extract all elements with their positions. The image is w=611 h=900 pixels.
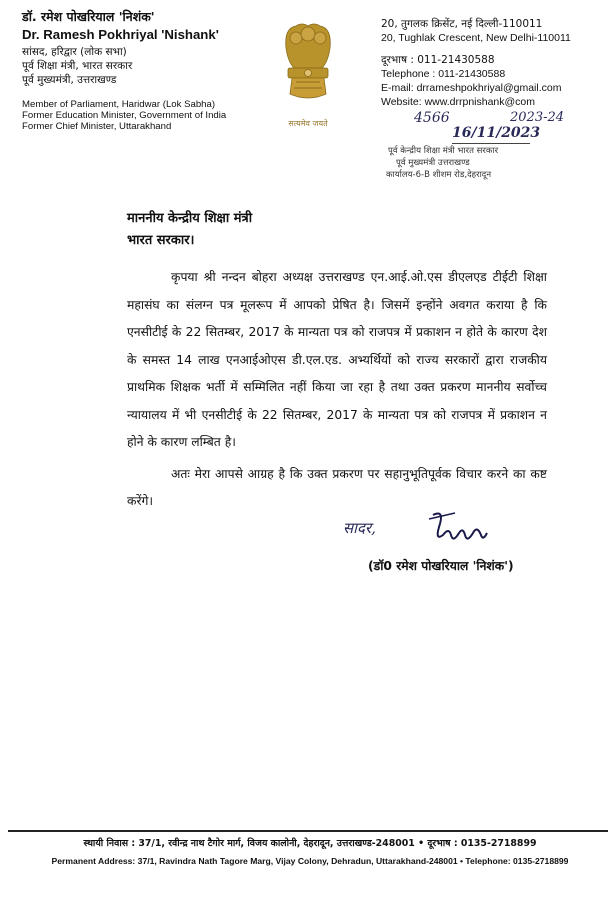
role-english-3: Former Chief Minister, Uttarakhand <box>22 121 172 132</box>
letterhead-right <box>381 17 606 109</box>
phone-hindi: दूरभाष : 011-21430588 <box>381 54 495 66</box>
footer-address-english: Permanent Address: 37/1, Ravindra Nath Tagore Marg, Vijay Colony, Dehradun, Uttarakhand-248001 • Telephone: 0135-2718899 <box>51 856 569 866</box>
reference-year: 2023-24 <box>510 110 565 125</box>
reference-number: 4566 <box>414 110 450 126</box>
lion-capital-icon <box>272 18 344 118</box>
email-text: E-mail: drrameshpokhriyal@gmail.com <box>381 82 562 94</box>
stamp-line-3: कार्यालय-6-B शीशम रोड,देहरादून <box>386 170 492 180</box>
addressee <box>127 208 252 252</box>
signature-greeting: सादर, <box>343 519 376 537</box>
signatory-name: (डॉ0 रमेश पोखरियाल 'निशंक') <box>368 559 514 573</box>
footer-divider <box>8 830 608 832</box>
addressee-line-1: माननीय केन्द्रीय शिक्षा मंत्री <box>127 211 253 226</box>
website-text: Website: www.drrpnishank@com <box>381 96 536 108</box>
sender-name-hindi: डॉ. रमेश पोखरियाल 'निशंक' <box>22 9 155 24</box>
role-hindi-2: पूर्व शिक्षा मंत्री, भारत सरकार <box>22 60 133 72</box>
delhi-address-english: 20, Tughlak Crescent, New Delhi-110011 <box>381 32 571 44</box>
body-paragraph-2: अतः मेरा आपसे आग्रह है कि उक्त प्रकरण पर सहानुभूतिपूर्वक विचार करने का कष्ट करेंगे। <box>127 466 547 508</box>
reference-date: 16/11/2023 <box>452 125 541 141</box>
emblem-motto: सत्यमेव जयते <box>288 119 328 128</box>
national-emblem <box>272 18 344 128</box>
phone-english: Telephone : 011-21430588 <box>381 68 506 80</box>
body-paragraph-1: कृपया श्री नन्दन बोहरा अध्यक्ष उत्तराखण्ड एन.आई.ओ.एस डीएलएड टीईटी शिक्षा महासंघ का संलग्न पत्र मूलरूप में आपको प्रेषित है। जिसमें इन्होंने अवगत कराया है कि एनसीटीई के 22 सितम्बर, 2017 के मान्यता पत्र को राजपत्र में प्रकाशन न होते के कारण देश के समस्त 14 लाख एनआईओएस डी.एल.एड. अभ्यर्थियों को राज्य सरकारों द्वारा राजकीय प्राथमिक शिक्षक भर्ती में सम्मिलित नहीं किया जा रहा है तथा उक्त प्रकरण माननीय सर्वोच्च न्यायालय में भी एनसीटीई के 22 सितम्बर, 2017 के मान्यता पत्र को राजपत्र में प्रकाशन न होने के कारण लम्बित है। <box>127 270 547 449</box>
sender-name-english: Dr. Ramesh Pokhriyal 'Nishank' <box>22 27 219 42</box>
role-hindi-1: सांसद, हरिद्वार (लोक सभा) <box>22 46 127 58</box>
footer <box>20 836 600 866</box>
role-english-1: Member of Parliament, Haridwar (Lok Sabha) <box>22 99 216 110</box>
footer-address-hindi: स्थायी निवास : 37/1, रवीन्द्र नाथ टैगोर मार्ग, विजय कालोनी, देहरादून, उत्तराखण्ड-248001 • दूरभाष : 0135-2718899 <box>83 838 537 849</box>
role-hindi-3: पूर्व मुख्यमंत्री, उत्तराखण्ड <box>22 74 117 86</box>
addressee-line-2: भारत सरकार। <box>127 233 195 248</box>
handwritten-signature <box>425 505 495 553</box>
date-underline <box>452 143 530 144</box>
reference-stamp <box>382 108 607 180</box>
stamp-line-2: पूर्व मुख्यमंत्री उत्तराखण्ड <box>396 158 470 168</box>
delhi-address-hindi: 20, तुगलक क्रिसेंट, नई दिल्ली-110011 <box>381 18 543 30</box>
role-english-2: Former Education Minister, Government of India <box>22 110 227 121</box>
letter-body <box>127 264 547 516</box>
stamp-line-1: पूर्व केन्द्रीय शिक्षा मंत्री भारत सरकार <box>388 146 499 156</box>
letterhead-left <box>22 8 262 132</box>
